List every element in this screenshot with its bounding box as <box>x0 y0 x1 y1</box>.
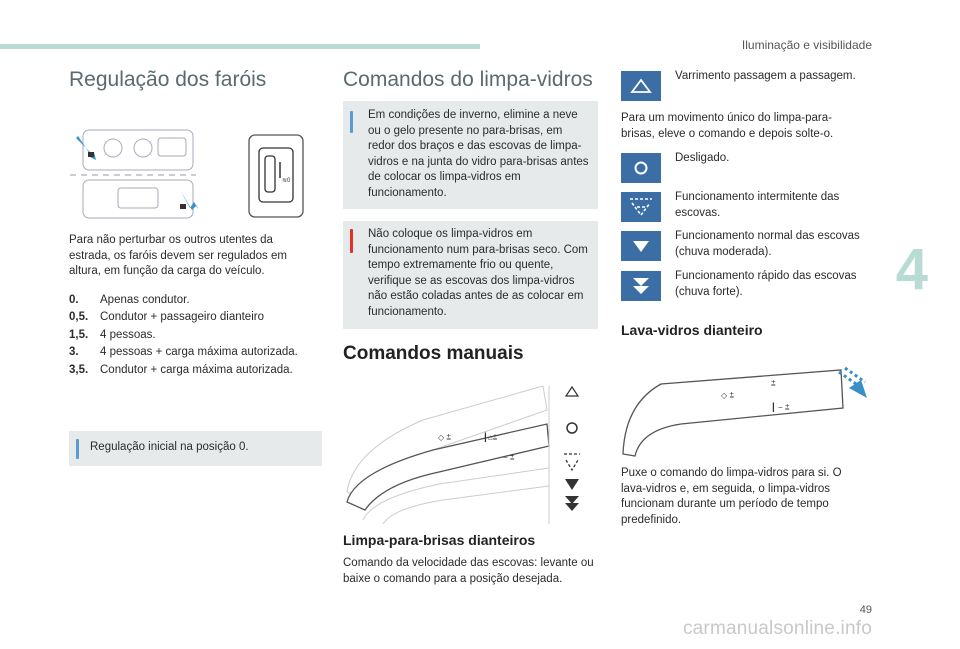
mode-intermittent-label: Funcionamento intermitente das escovas. <box>675 191 840 219</box>
headlamp-title: Regulação dos faróis <box>69 68 267 91</box>
dashboard-illustration <box>68 128 198 222</box>
manual-controls-title: Comandos manuais <box>343 343 524 364</box>
warning-icon <box>350 229 353 253</box>
list-item: 1,5. 4 pessoas. <box>69 328 156 341</box>
washer-title: Lava-vidros dianteiro <box>621 322 763 338</box>
svg-text:≋0: ≋0 <box>282 178 291 184</box>
mode-off-label: Desligado. <box>675 152 730 164</box>
headlamp-dial-illustration <box>248 134 304 218</box>
wiper-controls-title: Comandos do limpa-vidros <box>343 68 593 91</box>
front-wipers-title: Limpa-para-brisas dianteiros <box>343 532 536 548</box>
single-sweep-label: Varrimento passagem a passagem. <box>675 70 856 82</box>
mode-fast-label: Funcionamento rápido das escovas (chuva forte). <box>675 270 857 298</box>
headlamp-intro: Para não perturbar os outros utentes da estrada, os faróis devem ser regulados em altura, em função da carga do veículo. <box>69 234 287 277</box>
list-item: 0. Apenas condutor. <box>69 293 190 306</box>
info-icon <box>76 439 79 459</box>
info-icon <box>350 111 353 133</box>
single-sweep-info: Para um movimento único do limpa-para-brisas, eleve o comando e depois solte-o. <box>621 112 834 140</box>
chapter-number: 4 <box>895 237 928 302</box>
wiper-stalk-positions-illustration <box>343 380 593 524</box>
list-item: 0,5. Condutor + passageiro dianteiro <box>69 311 264 324</box>
svg-text:┃⌂⩲: ┃⌂⩲ <box>483 433 498 442</box>
header-accent-bar <box>0 44 480 49</box>
mode-normal-label: Funcionamento normal das escovas (chuva moderada). <box>675 230 860 258</box>
single-sweep-icon <box>621 71 661 101</box>
washer-text: Puxe o comando do limpa-vidros para si. O lava-vidros e, em seguida, o limpa-vidros funcionam durante um período de tempo predefinido. <box>621 467 842 526</box>
off-circle-icon <box>621 153 661 183</box>
section-title: Iluminação e visibilidade <box>741 38 872 52</box>
list-item: 3,5. Condutor + carga máxima autorizada. <box>69 363 293 376</box>
normal-speed-icon <box>621 231 661 261</box>
svg-text:◇ ⩲: ◇ ⩲ <box>721 391 735 400</box>
svg-text:− ⩲: − ⩲ <box>503 453 515 462</box>
watermark: carmanualsonline.info <box>682 618 872 639</box>
initial-setting-note: Regulação inicial na posição 0. <box>69 431 322 466</box>
svg-text:◇ ⩲: ◇ ⩲ <box>438 433 452 442</box>
dry-windscreen-warning: Não coloque os limpa-vidros em funcionamento num para-brisas seco. Com tempo extremamente frio ou quente, verifique se as escovas dos limpa-vidros não estão coladas antes de as colocar em funcionamento. <box>343 221 598 329</box>
washer-stalk-illustration <box>621 364 871 458</box>
stalk-position-icons <box>562 384 582 512</box>
intermittent-wipe-icon <box>621 192 661 222</box>
page-number: 49 <box>859 604 872 616</box>
fast-speed-icon <box>621 271 661 301</box>
svg-text:┃ − ⩲: ┃ − ⩲ <box>771 403 790 412</box>
svg-text:⩲: ⩲ <box>771 379 776 388</box>
list-item: 3. 4 pessoas + carga máxima autorizada. <box>69 346 298 359</box>
load-positions-list <box>69 291 319 379</box>
front-wipers-text: Comando da velocidade das escovas: levante ou baixe o comando para a posição desejada. <box>343 557 594 585</box>
winter-info-note: Em condições de inverno, elimine a neve ou o gelo presente no para-brisas, em redor dos braços e das escovas de limpa-vidros e na junta do vidro para-brisas antes de colocar os limpa-vidros em funcionamento. <box>343 101 598 209</box>
